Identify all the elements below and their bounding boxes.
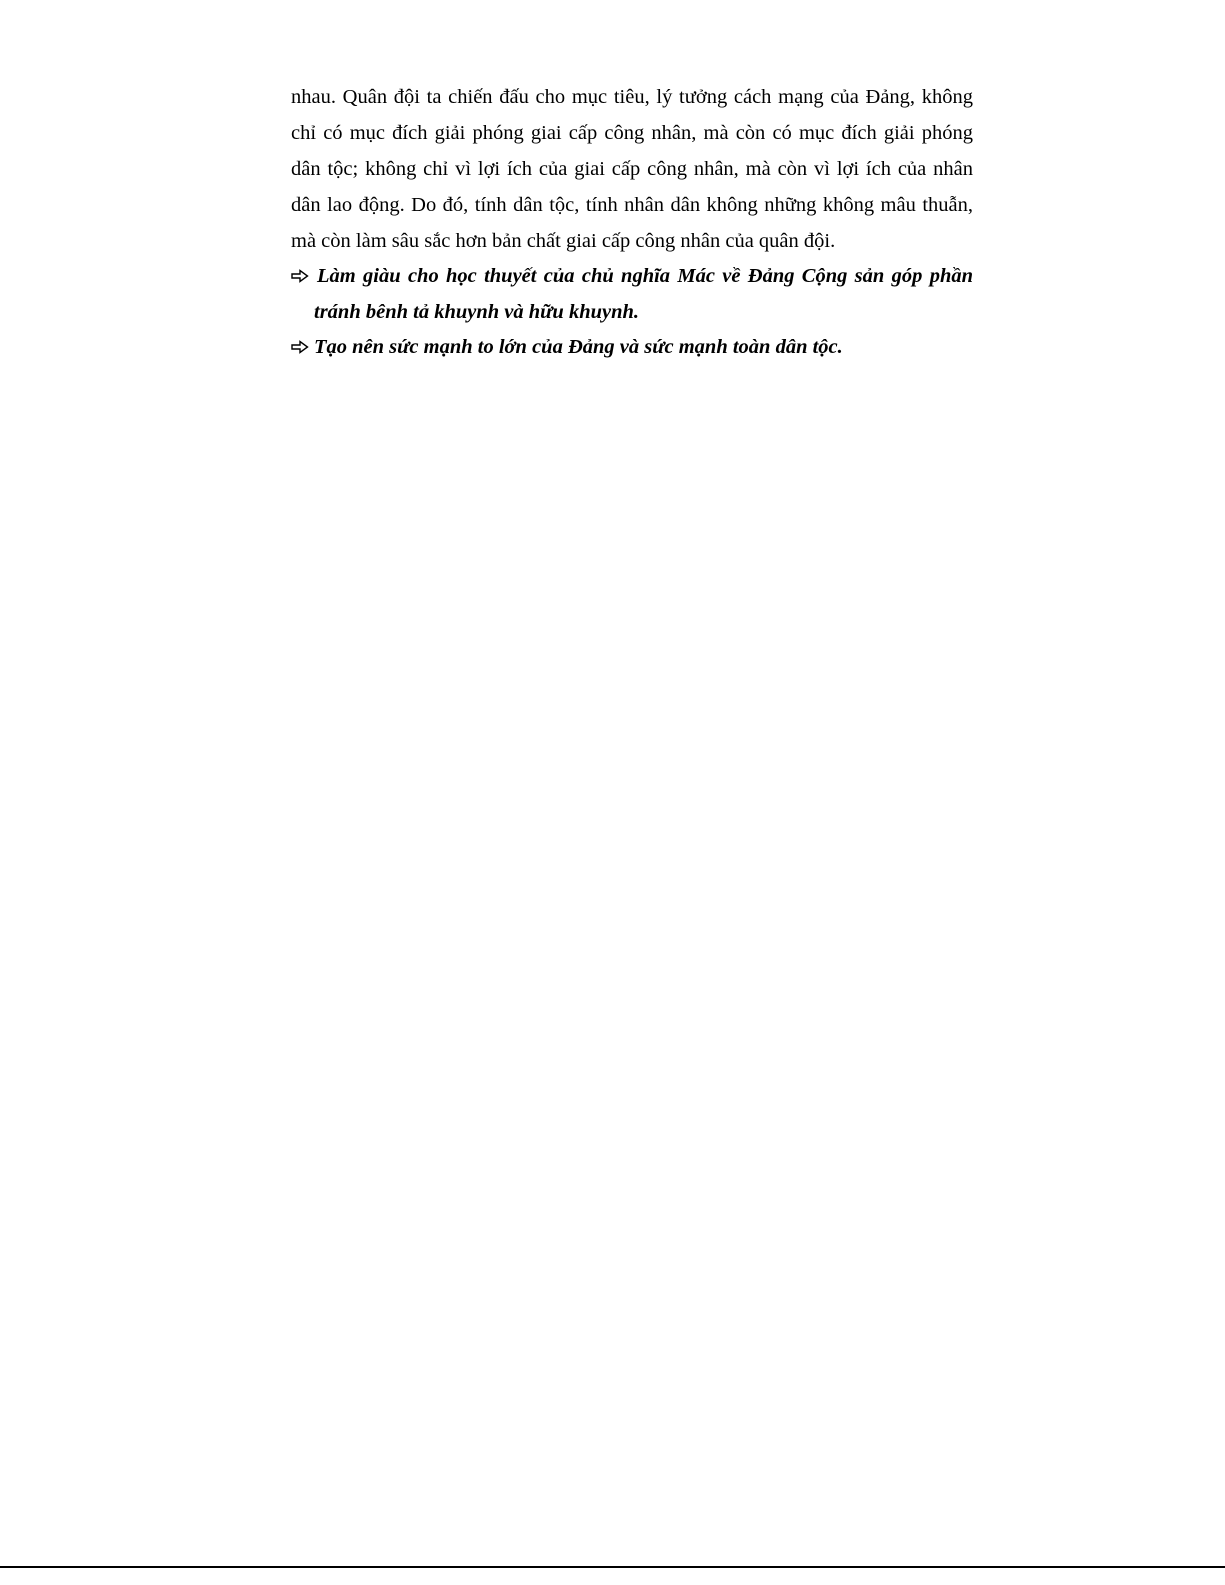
page-bottom-border: [0, 1566, 1225, 1568]
bullet-text-2: Tạo nên sức mạnh to lớn của Đảng và sức mạnh toàn dân tộc.: [314, 336, 843, 358]
arrow-right-outline-icon: [291, 340, 309, 354]
arrow-right-outline-icon: [291, 269, 309, 283]
body-paragraph: nhau. Quân đội ta chiến đấu cho mục tiêu, lý tưởng cách mạng của Đảng, không chỉ có mục đích giải phóng giai cấp công nhân, mà còn có mục đích giải phóng dân tộc; không chỉ vì lợi ích của giai cấp công nhân, mà còn vì lợi ích của nhân dân lao động. Do đó, tính dân tộc, tính nhân dân không những không mâu thuẫn, mà còn làm sâu sắc hơn bản chất giai cấp công nhân của quân đội.: [291, 86, 973, 252]
bullet-item-1: [291, 259, 973, 330]
bullet-text-1: Làm giàu cho học thuyết của chủ nghĩa Mác về Đảng Cộng sản góp phần tránh bênh tả khuynh và hữu khuynh.: [314, 265, 973, 323]
document-content: [291, 79, 973, 366]
bullet-item-2: [291, 330, 973, 366]
